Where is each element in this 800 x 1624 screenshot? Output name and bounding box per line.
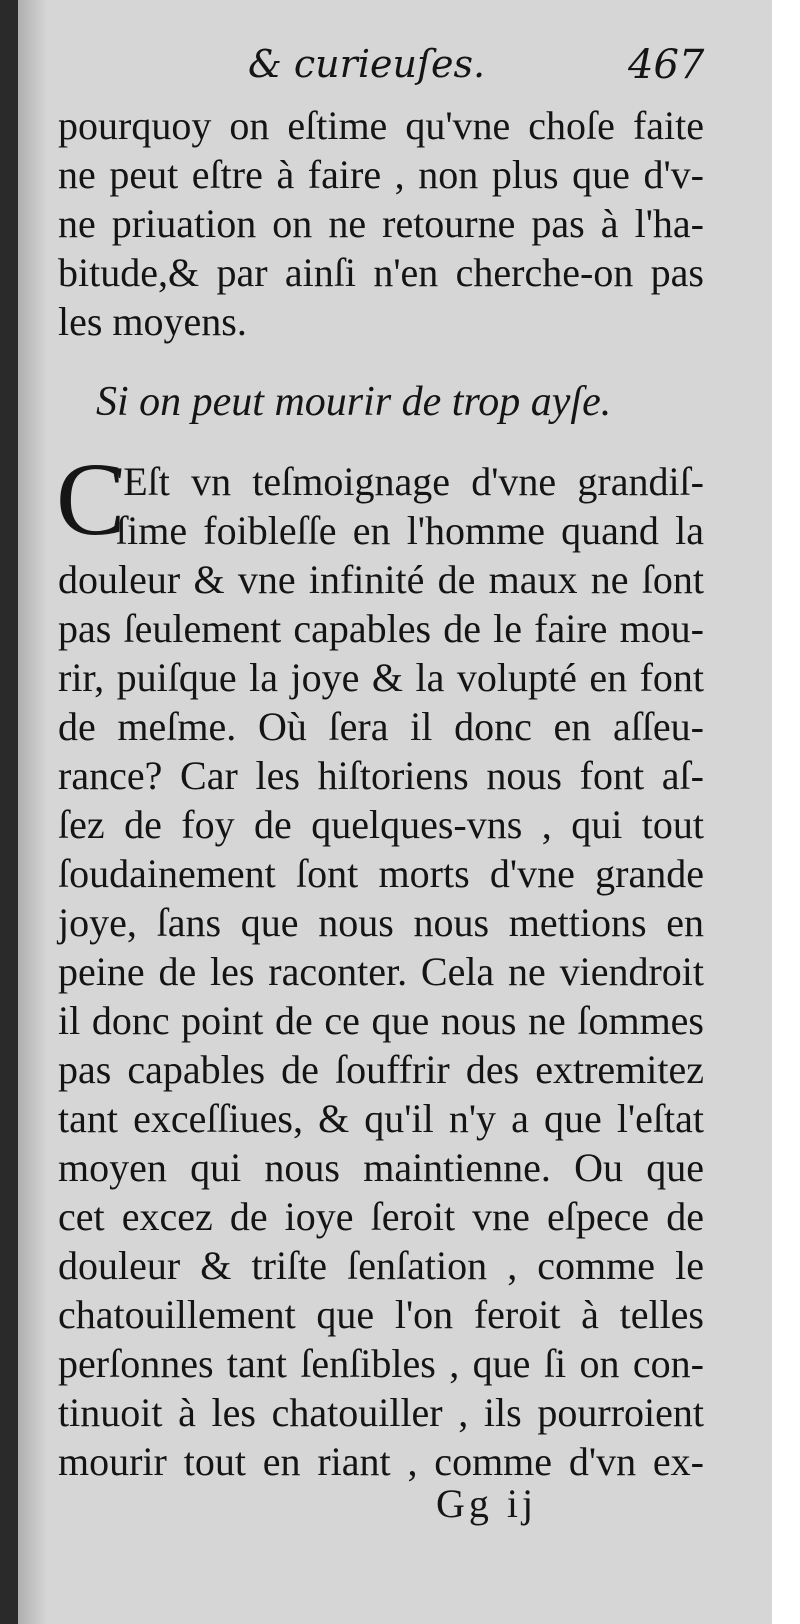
text-line: peine de les raconter. Cela ne viendroit	[58, 949, 704, 994]
text-line: ne priuation on ne retourne pas à l'ha-	[58, 201, 704, 246]
text-line: mourir tout en riant , comme d'vn ex-	[58, 1439, 704, 1484]
text-line: moyen qui nous maintienne. Ou que	[58, 1145, 704, 1190]
running-title: & curieuſes.	[248, 42, 486, 86]
drop-cap: C	[56, 442, 126, 557]
text-line: douleur & vne infinité de maux ne ſont	[58, 557, 704, 602]
text-line: bitude,& par ainſi n'en cherche-on pas	[58, 250, 704, 295]
page-number: 467	[628, 42, 705, 88]
text-line: pas ſeulement capables de le faire mou-	[58, 606, 704, 651]
text-line: ſime foibleſſe en l'homme quand la	[116, 508, 704, 553]
text-line: tinuoit à les chatouiller , ils pourroient	[58, 1390, 704, 1435]
text-line: ſez de foy de quelques-vns , qui tout	[58, 802, 704, 847]
text-line: pas capables de ſouffrir des extremitez	[58, 1047, 704, 1092]
text-line: chatouillement que l'on feroit à telles	[58, 1292, 704, 1337]
text-line: rir, puiſque la joye & la volupté en font	[58, 655, 704, 700]
page-header	[0, 42, 772, 102]
text-line: 'Eſt vn teſmoignage d'vne grandiſ-	[116, 459, 704, 504]
section-title: Si on peut mourir de trop ayſe.	[96, 379, 612, 425]
text-line: cet excez de ioye ſeroit vne eſpece de	[58, 1194, 704, 1239]
text-line: les moyens.	[58, 299, 247, 344]
text-line: perſonnes tant ſenſibles , que ſi on con-	[58, 1341, 704, 1386]
text-line: de meſme. Où ſera il donc en aſſeu-	[58, 704, 704, 749]
text-line: rance? Car les hiſtoriens nous font aſ-	[58, 753, 704, 798]
text-line: ne peut eſtre à faire , non plus que d'v-	[58, 152, 704, 197]
text-line: il donc point de ce que nous ne ſommes	[58, 998, 704, 1043]
text-line: pourquoy on eſtime qu'vne choſe faite	[58, 103, 704, 148]
text-line: douleur & triſte ſenſation , comme le	[58, 1243, 704, 1288]
text-line: ſoudainement ſont morts d'vne grande	[58, 851, 704, 896]
signature-mark: Gg ij	[436, 1481, 538, 1526]
text-line: tant exceſſiues, & qu'il n'y a que l'eſtat	[58, 1096, 704, 1141]
text-line: joye, ſans que nous nous mettions en	[58, 900, 704, 945]
